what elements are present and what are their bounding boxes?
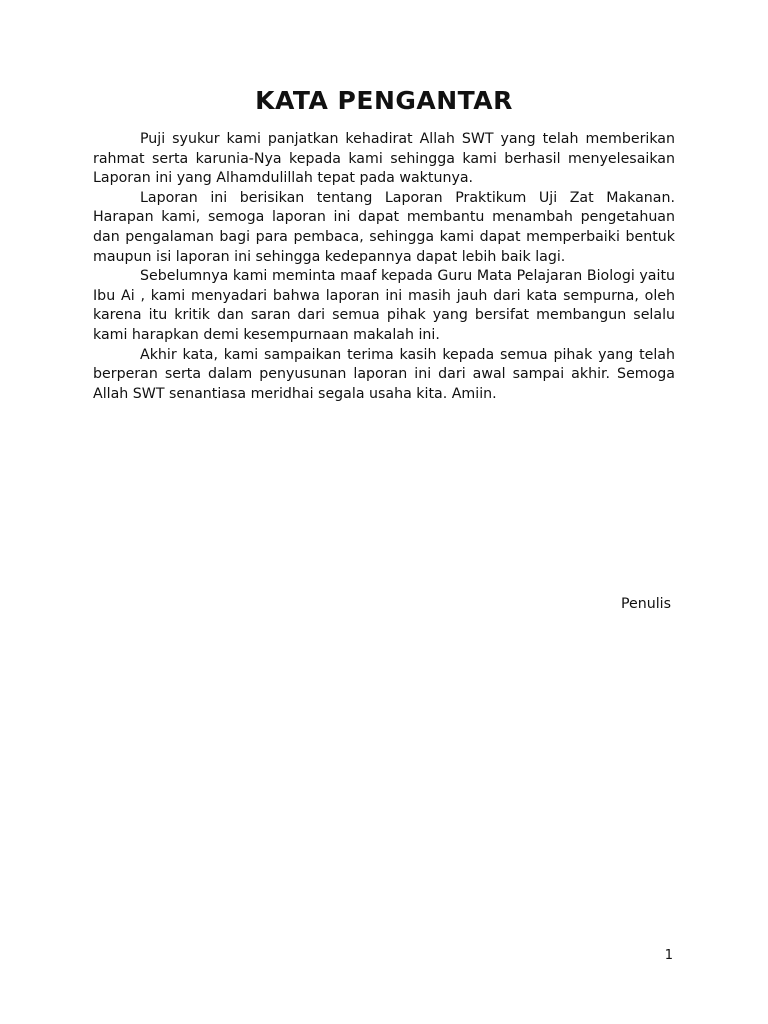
page-title: KATA PENGANTAR [255,86,513,115]
paragraph-1: Puji syukur kami panjatkan kehadirat Allah SWT yang telah memberikan rahmat serta karunia-Nya kepada kami sehingga kami berhasil menyelesaikan Laporan ini yang Alhamdulillah tepat pada waktunya. [93,131,675,187]
signature: Penulis [620,596,671,612]
paragraph-2: Laporan ini berisikan tentang Laporan Praktikum Uji Zat Makanan. Harapan kami, semoga laporan ini dapat membantu menambah pengetahuan dan pengalaman bagi para pembaca, sehingga kami dapat memperbaiki bentuk maupun isi laporan ini sehingga kedepannya dapat lebih baik lagi. [93,189,675,265]
paragraph-3: Sebelumnya kami meminta maaf kepada Guru Mata Pelajaran Biologi yaitu Ibu Ai , kami menyadari bahwa laporan ini masih jauh dari kata sempurna, oleh karena itu kritik dan saran dari semua pihak yang bersifat membangun selalu kami harapkan demi kesempurnaan makalah ini. [93,268,675,343]
paragraph-4: Akhir kata, kami sampaikan terima kasih kepada semua pihak yang telah berperan serta dalam penyusunan laporan ini dari awal sampai akhir. Semoga Allah SWT senantiasa meridhai segala usaha kita. Amiin. [93,346,675,402]
page-number: 1 [664,948,673,963]
document-body [93,130,675,404]
